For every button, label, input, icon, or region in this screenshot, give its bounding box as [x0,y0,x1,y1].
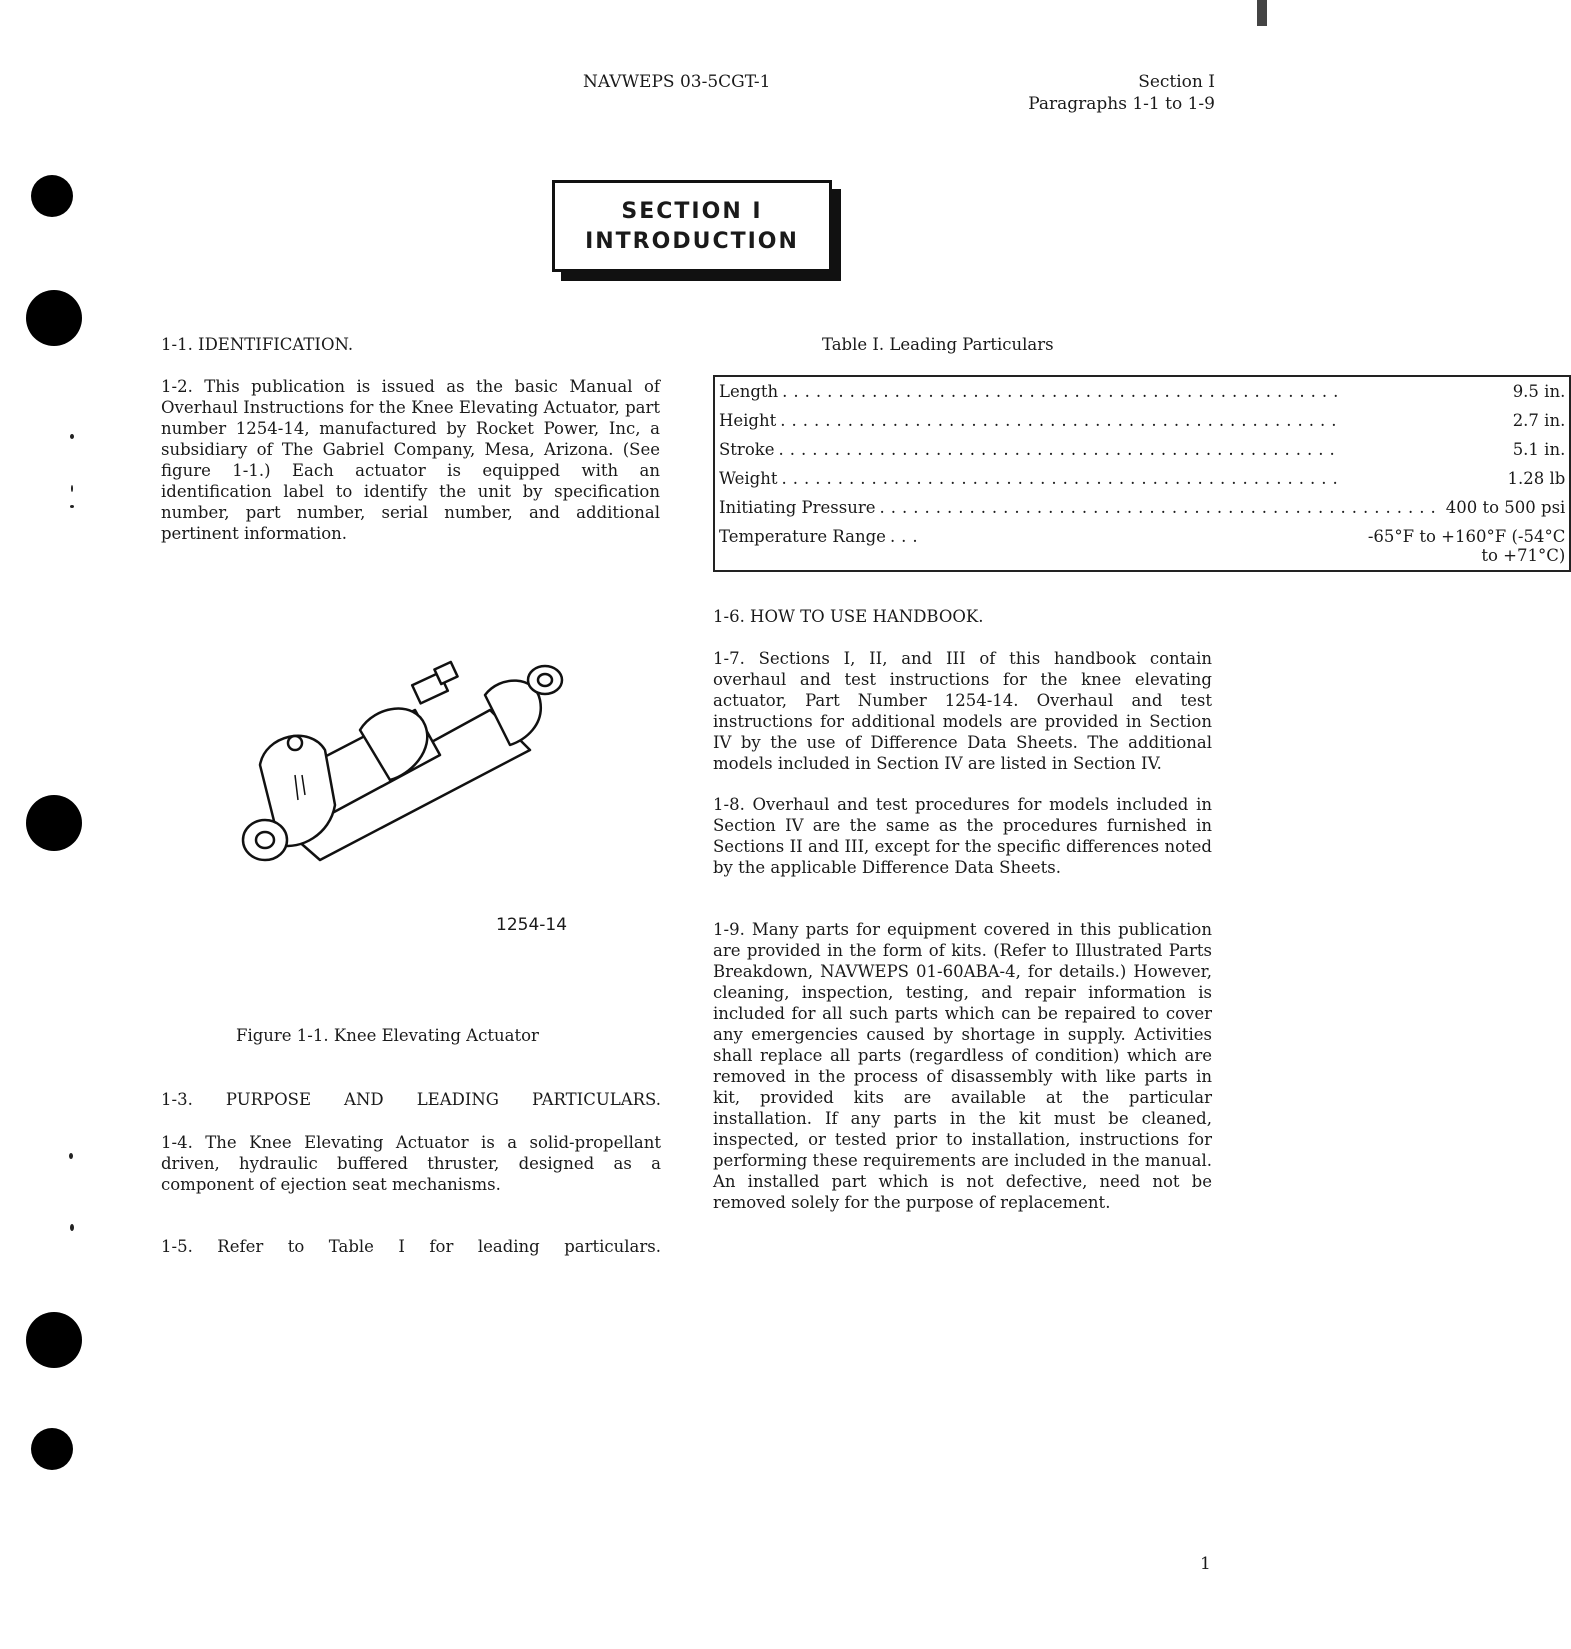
leader-dots: .................................................. [879,498,1442,517]
temp-value-line: -65°F to +160°F (-54°C [1367,527,1566,546]
heading-identification: 1-1. IDENTIFICATION. [161,335,354,354]
paragraph-text: 1-7. Sections I, II, and III of this handbook contain overhaul and test instructions for the knee elevating actuator, Part Number 1254-14. Overhaul and test instructions for additional models are provided in Section IV by the use of Difference Data Sheets. The additional models included in Section IV are listed in Section IV. [713,649,1212,773]
table-row [714,464,1570,493]
row-value: 5.1 in. [1512,440,1566,459]
row-label: Length [719,382,779,401]
table-caption: Table I. Leading Particulars [822,335,1054,354]
scan-speck [69,1153,73,1159]
leader-dots: .................................................. [778,440,1341,459]
section-ref: Section I [1138,72,1215,92]
binder-hole [26,1312,82,1368]
temp-value-line: to +71°C) [1481,546,1566,565]
row-value: 2.7 in. [1512,411,1566,430]
leader-dots: .................................................. [782,382,1345,401]
table-row [714,376,1570,406]
paragraph-1-5: 1-5. Refer to Table I for leading particulars. [161,1237,661,1256]
paragraph-text: 1-8. Overhaul and test procedures for models included in Section IV are the same as the procedures furnished in Sections II and III, except for the specific differences noted by the applicable Difference Data Sheets. [713,795,1212,877]
row-label: Weight [719,469,778,488]
paragraph-1-4 [161,1132,661,1195]
table-row [714,435,1570,464]
scan-speck [70,505,74,508]
binder-hole [31,175,73,217]
row-value: 9.5 in. [1512,382,1566,401]
row-label: Stroke [719,440,775,459]
leading-particulars-table [713,375,1571,572]
leader-dots: ... [889,527,924,546]
actuator-illustration [240,655,580,885]
page-edge-mark [1257,0,1267,26]
section-title: SECTION I [621,199,763,224]
page-number: 1 [1200,1554,1211,1574]
binder-hole [31,1428,73,1470]
row-label: Height [719,411,777,430]
binder-hole [26,290,82,346]
doc-number: NAVWEPS 03-5CGT-1 [583,72,771,92]
scan-speck [71,485,73,492]
table-row [714,406,1570,435]
paragraph-ref: Paragraphs 1-1 to 1-9 [1028,94,1215,114]
row-value: 1.28 lb [1507,469,1566,488]
table-row [714,522,1570,571]
section-subtitle: INTRODUCTION [585,229,799,254]
heading-purpose: 1-3. PURPOSE AND LEADING PARTICULARS. [161,1090,661,1109]
paragraph-text: 1-4. The Knee Elevating Actuator is a solid-propellant driven, hydraulic buffered thruster, designed as a component of ejection seat mechanisms. [161,1133,661,1194]
table-row [714,493,1570,522]
paragraph-text: 1-2. This publication is issued as the basic Manual of Overhaul Instructions for the Knee Elevating Actuator, part number 1254-14, manufactured by Rocket Power, Inc, a subsidiary of The Gabriel Company, Mesa, Arizona. (See figure 1-1.) Each actuator is equipped with an identification label to identify the unit by specification number, part number, serial number, and additional pertinent information. [161,377,660,543]
scan-speck [70,434,74,439]
leader-dots: .................................................. [781,469,1344,488]
paragraph-1-7 [713,648,1212,774]
section-title-box [552,180,832,272]
row-label: Initiating Pressure [719,498,876,517]
heading-how-to-use: 1-6. HOW TO USE HANDBOOK. [713,607,984,626]
paragraph-text: 1-9. Many parts for equipment covered in this publication are provided in the form of kits. (Refer to Illustrated Parts Breakdown, NAVWEPS 01-60ABA-4, for details.) However, cleaning, inspection, testing, and repair information is included for all such parts which can be repaired to cover any emergencies caused by shortage in supply. Activities shall replace all parts (regardless of condition) which are removed in the process of disassembly with like parts in kit, provided kits are available at the particular installation. If any parts in the kit must be cleaned, inspected, or tested prior to installation, instructions for performing these requirements are included in the manual. An installed part which is not defective, need not be removed solely for the purpose of replacement. [713,920,1212,1212]
row-label: Temperature Range [719,527,886,546]
scan-speck [70,1224,74,1231]
figure-caption: Figure 1-1. Knee Elevating Actuator [236,1026,539,1045]
leader-dots: .................................................. [780,411,1343,430]
binder-hole [26,795,82,851]
paragraph-1-8 [713,794,1212,878]
figure-part-label: 1254-14 [496,915,568,935]
paragraph-1-9 [713,919,1212,1213]
paragraph-1-2 [161,376,660,544]
row-value: 400 to 500 psi [1445,498,1566,517]
row-value [944,527,1565,565]
